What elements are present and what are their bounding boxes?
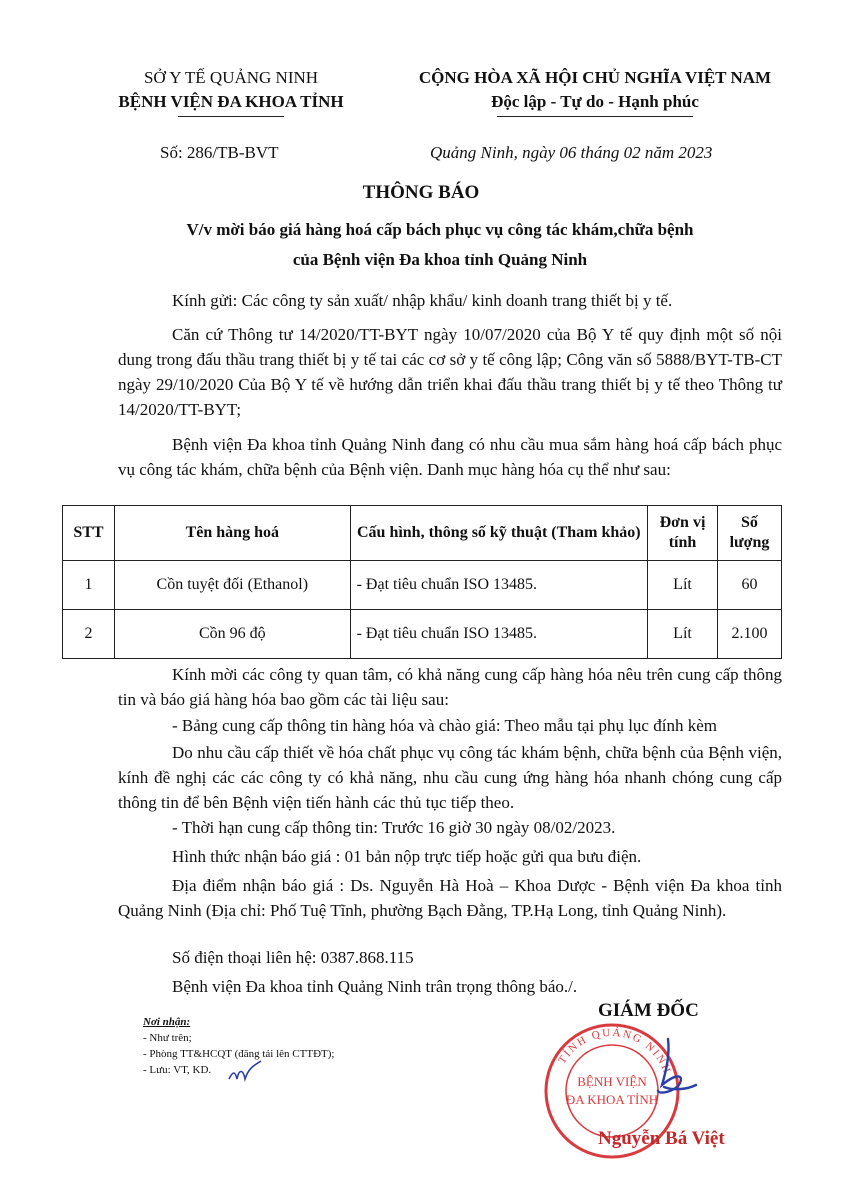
recipient-item: - Phòng TT&HCQT (đăng tải lên CTTĐT); bbox=[143, 1048, 335, 1060]
recipients-heading: Nơi nhận: bbox=[143, 1016, 191, 1028]
issuer-underline bbox=[178, 116, 284, 117]
motto-underline bbox=[497, 116, 693, 117]
row-spec: - Đạt tiêu chuẩn ISO 13485. bbox=[350, 561, 647, 610]
table-header-row bbox=[63, 506, 782, 561]
issuer-department: SỞ Y TẾ QUẢNG NINH bbox=[143, 68, 319, 87]
recipients-block bbox=[143, 1014, 443, 1078]
column-header-quantity: Số lượng bbox=[717, 506, 781, 561]
row-spec: - Đạt tiêu chuẩn ISO 13485. bbox=[350, 610, 647, 659]
issuer-block bbox=[86, 66, 376, 114]
location-paragraph: Địa điểm nhận báo giá : Ds. Nguyễn Hà Hoà – Khoa Dược - Bệnh viện Đa khoa tỉnh Quảng Ninh (Địa chỉ: Phố Tuệ Tĩnh, phường Bạch Đằng, TP.Hạ Long, tỉnh Quảng Ninh). bbox=[118, 876, 782, 920]
phone-paragraph: Số điện thoại liên hệ: 0387.868.115 bbox=[172, 948, 414, 967]
column-header-spec: Cấu hình, thông số kỹ thuật (Tham khảo) bbox=[350, 506, 647, 561]
table-row bbox=[63, 610, 782, 659]
row-stt: 2 bbox=[63, 610, 115, 659]
items-table bbox=[62, 505, 782, 659]
national-header bbox=[380, 66, 810, 114]
recipient-item: - Như trên; bbox=[143, 1032, 192, 1044]
row-name: Cồn tuyệt đối (Ethanol) bbox=[114, 561, 350, 610]
national-title: CỘNG HÒA XÃ HỘI CHỦ NGHĨA VIỆT NAM bbox=[418, 68, 772, 87]
urgency-paragraph: Do nhu cầu cấp thiết về hóa chất phục vụ công tác khám bệnh, chữa bệnh của Bệnh viện, kính đề nghị các các công ty có khả năng, nhu cầu cung ứng hàng hóa nhanh chóng cung cấp thông tin để bên Bệnh viện tiến hành các thủ tục tiếp theo. bbox=[118, 743, 782, 812]
national-motto: Độc lập - Tự do - Hạnh phúc bbox=[491, 92, 699, 111]
column-header-unit: Đơn vị tính bbox=[648, 506, 718, 561]
row-quantity: 2.100 bbox=[717, 610, 781, 659]
table-row bbox=[63, 561, 782, 610]
row-unit: Lít bbox=[648, 561, 718, 610]
row-stt: 1 bbox=[63, 561, 115, 610]
stamp-ring-text: TỈNH QUẢNG NINH bbox=[556, 1026, 674, 1077]
director-name: Nguyễn Bá Việt bbox=[598, 1128, 725, 1149]
row-quantity: 60 bbox=[717, 561, 781, 610]
need-paragraph: Bệnh viện Đa khoa tỉnh Quảng Ninh đang có nhu cầu mua sắm hàng hoá cấp bách phục vụ công tác khám, chữa bệnh của Bệnh viện. Danh mục hàng hóa cụ thể như sau: bbox=[118, 435, 782, 479]
deadline-paragraph: - Thời hạn cung cấp thông tin: Trước 16 giờ 30 ngày 08/02/2023. bbox=[172, 818, 616, 837]
director-title: GIÁM ĐỐC bbox=[598, 1000, 699, 1021]
document-number: Số: 286/TB-BVT bbox=[160, 143, 279, 162]
document-date: Quảng Ninh, ngày 06 tháng 02 năm 2023 bbox=[430, 143, 713, 162]
basis-paragraph: Căn cứ Thông tư 14/2020/TT-BYT ngày 10/07/2020 của Bộ Y tế quy định một số nội dung trong đấu thầu trang thiết bị y tế tai các cơ sở y tế công lập; Công văn số 5888/BYT-TB-CT ngày 29/10/2020 Của Bộ Y tế về hướng dẫn triển khai đấu thầu trang thiết bị y tế theo Thông tư 14/2020/TT-BYT; bbox=[118, 325, 782, 419]
column-header-name: Tên hàng hoá bbox=[114, 506, 350, 561]
issuer-hospital: BỆNH VIỆN ĐA KHOA TỈNH bbox=[118, 92, 344, 111]
row-unit: Lít bbox=[648, 610, 718, 659]
row-name: Cồn 96 độ bbox=[114, 610, 350, 659]
method-paragraph: Hình thức nhận báo giá : 01 bản nộp trực tiếp hoặc gửi qua bưu điện. bbox=[172, 847, 642, 866]
documents-paragraph: - Bảng cung cấp thông tin hàng hóa và chào giá: Theo mẫu tại phụ lục đính kèm bbox=[172, 716, 717, 735]
director-signature bbox=[640, 1035, 700, 1115]
recipient-item: - Lưu: VT, KD. bbox=[143, 1064, 212, 1076]
subject-line-1: V/v mời báo giá hàng hoá cấp bách phục vụ công tác khám,chữa bệnh bbox=[186, 220, 694, 239]
notice-subject bbox=[90, 215, 790, 275]
notice-title: THÔNG BÁO bbox=[362, 182, 480, 203]
column-header-stt: STT bbox=[63, 506, 115, 561]
greeting-paragraph: Kính gửi: Các công ty sản xuất/ nhập khẩu/ kinh doanh trang thiết bị y tế. bbox=[172, 291, 673, 310]
stamp-center-line-2: ĐA KHOA TỈNH bbox=[565, 1092, 659, 1107]
stamp-center-line-1: BỆNH VIỆN bbox=[577, 1074, 647, 1089]
subject-line-2: của Bệnh viện Đa khoa tỉnh Quảng Ninh bbox=[292, 250, 588, 269]
closing-paragraph: Bệnh viện Đa khoa tỉnh Quảng Ninh trân trọng thông báo./. bbox=[172, 977, 578, 996]
handwritten-initials bbox=[225, 1057, 265, 1087]
invite-paragraph: Kính mời các công ty quan tâm, có khả năng cung cấp hàng hóa nêu trên cung cấp thông tin và báo giá hàng hóa bao gồm các tài liệu sau: bbox=[118, 665, 782, 709]
